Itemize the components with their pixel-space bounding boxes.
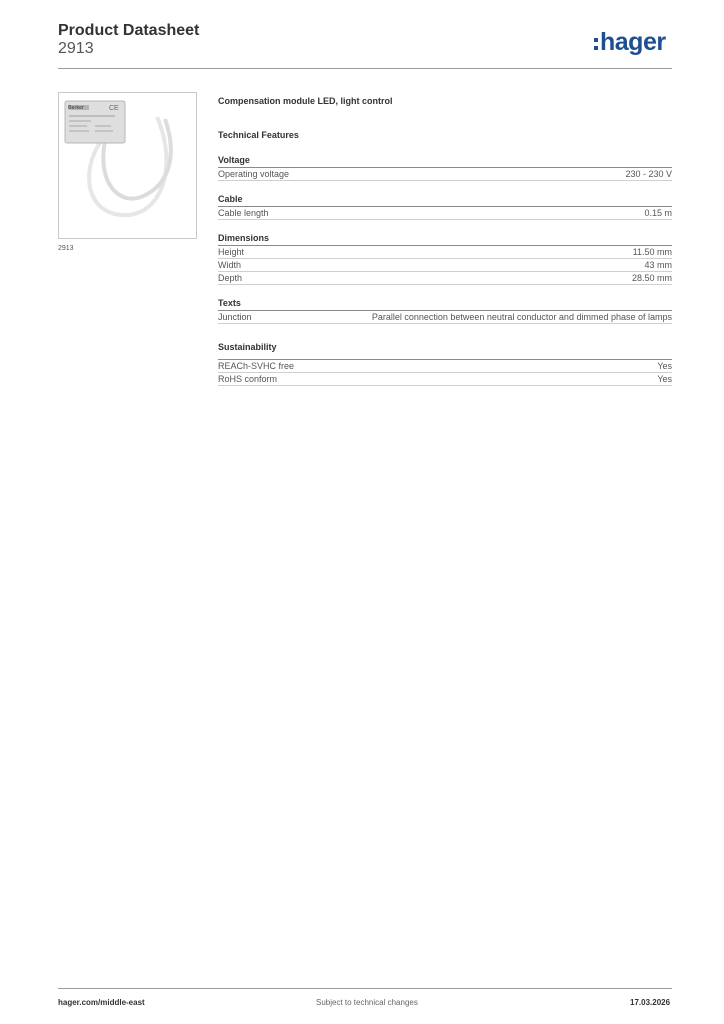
section-texts <box>218 298 672 324</box>
spec-label: Cable length <box>218 208 269 218</box>
spec-label: Height <box>218 247 245 257</box>
footer-date: 17.03.2026 <box>630 998 671 1007</box>
spec-label: Operating voltage <box>218 169 290 179</box>
svg-text:CE: CE <box>109 105 119 112</box>
section-sustainability <box>218 342 672 386</box>
logo-text: hager <box>600 28 666 56</box>
footer-notice: Subject to technical changes <box>316 998 418 1007</box>
spec-row <box>218 246 672 259</box>
spec-label: Junction <box>218 312 252 322</box>
spec-value: Parallel connection between neutral conductor and dimmed phase of lamps <box>371 312 672 322</box>
section-title: Sustainability <box>218 342 277 352</box>
spec-value: 11.50 mm <box>632 247 672 257</box>
spec-row <box>218 272 672 285</box>
product-number: 2913 <box>58 40 94 57</box>
spec-value: Yes <box>657 374 672 384</box>
spec-label: Depth <box>218 273 243 283</box>
device-brand: Berker <box>68 105 84 111</box>
section-voltage <box>218 155 672 181</box>
spec-label: Width <box>218 260 242 270</box>
product-image <box>58 92 197 239</box>
spec-value: 28.50 mm <box>631 273 672 283</box>
spec-value: 0.15 m <box>644 208 672 218</box>
spec-value: Yes <box>657 361 672 371</box>
section-cable <box>218 194 672 220</box>
product-photo-icon <box>59 93 196 238</box>
hager-logo <box>594 28 674 56</box>
spec-row <box>218 168 672 181</box>
spec-row <box>218 373 672 386</box>
image-caption: 2913 <box>58 245 74 252</box>
features-title: Technical Features <box>218 130 299 140</box>
spec-row <box>218 259 672 272</box>
footer-divider <box>58 988 672 989</box>
spec-value: 43 mm <box>644 260 672 270</box>
section-title: Cable <box>218 194 243 204</box>
section-title: Texts <box>218 298 241 308</box>
header-divider <box>58 68 672 69</box>
spec-label: REACh-SVHC free <box>218 361 295 371</box>
section-title: Dimensions <box>218 233 270 243</box>
product-name: Compensation module LED, light control <box>218 96 393 106</box>
spec-row <box>218 360 672 373</box>
footer-website-link[interactable]: hager.com/middle-east <box>58 998 145 1007</box>
section-title: Voltage <box>218 155 250 165</box>
spec-row <box>218 311 672 324</box>
spec-row <box>218 207 672 220</box>
page-title: Product Datasheet <box>58 22 200 39</box>
spec-label: RoHS conform <box>218 374 278 384</box>
technical-content <box>218 96 672 399</box>
spec-value: 230 - 230 V <box>625 169 672 179</box>
section-dimensions <box>218 233 672 285</box>
